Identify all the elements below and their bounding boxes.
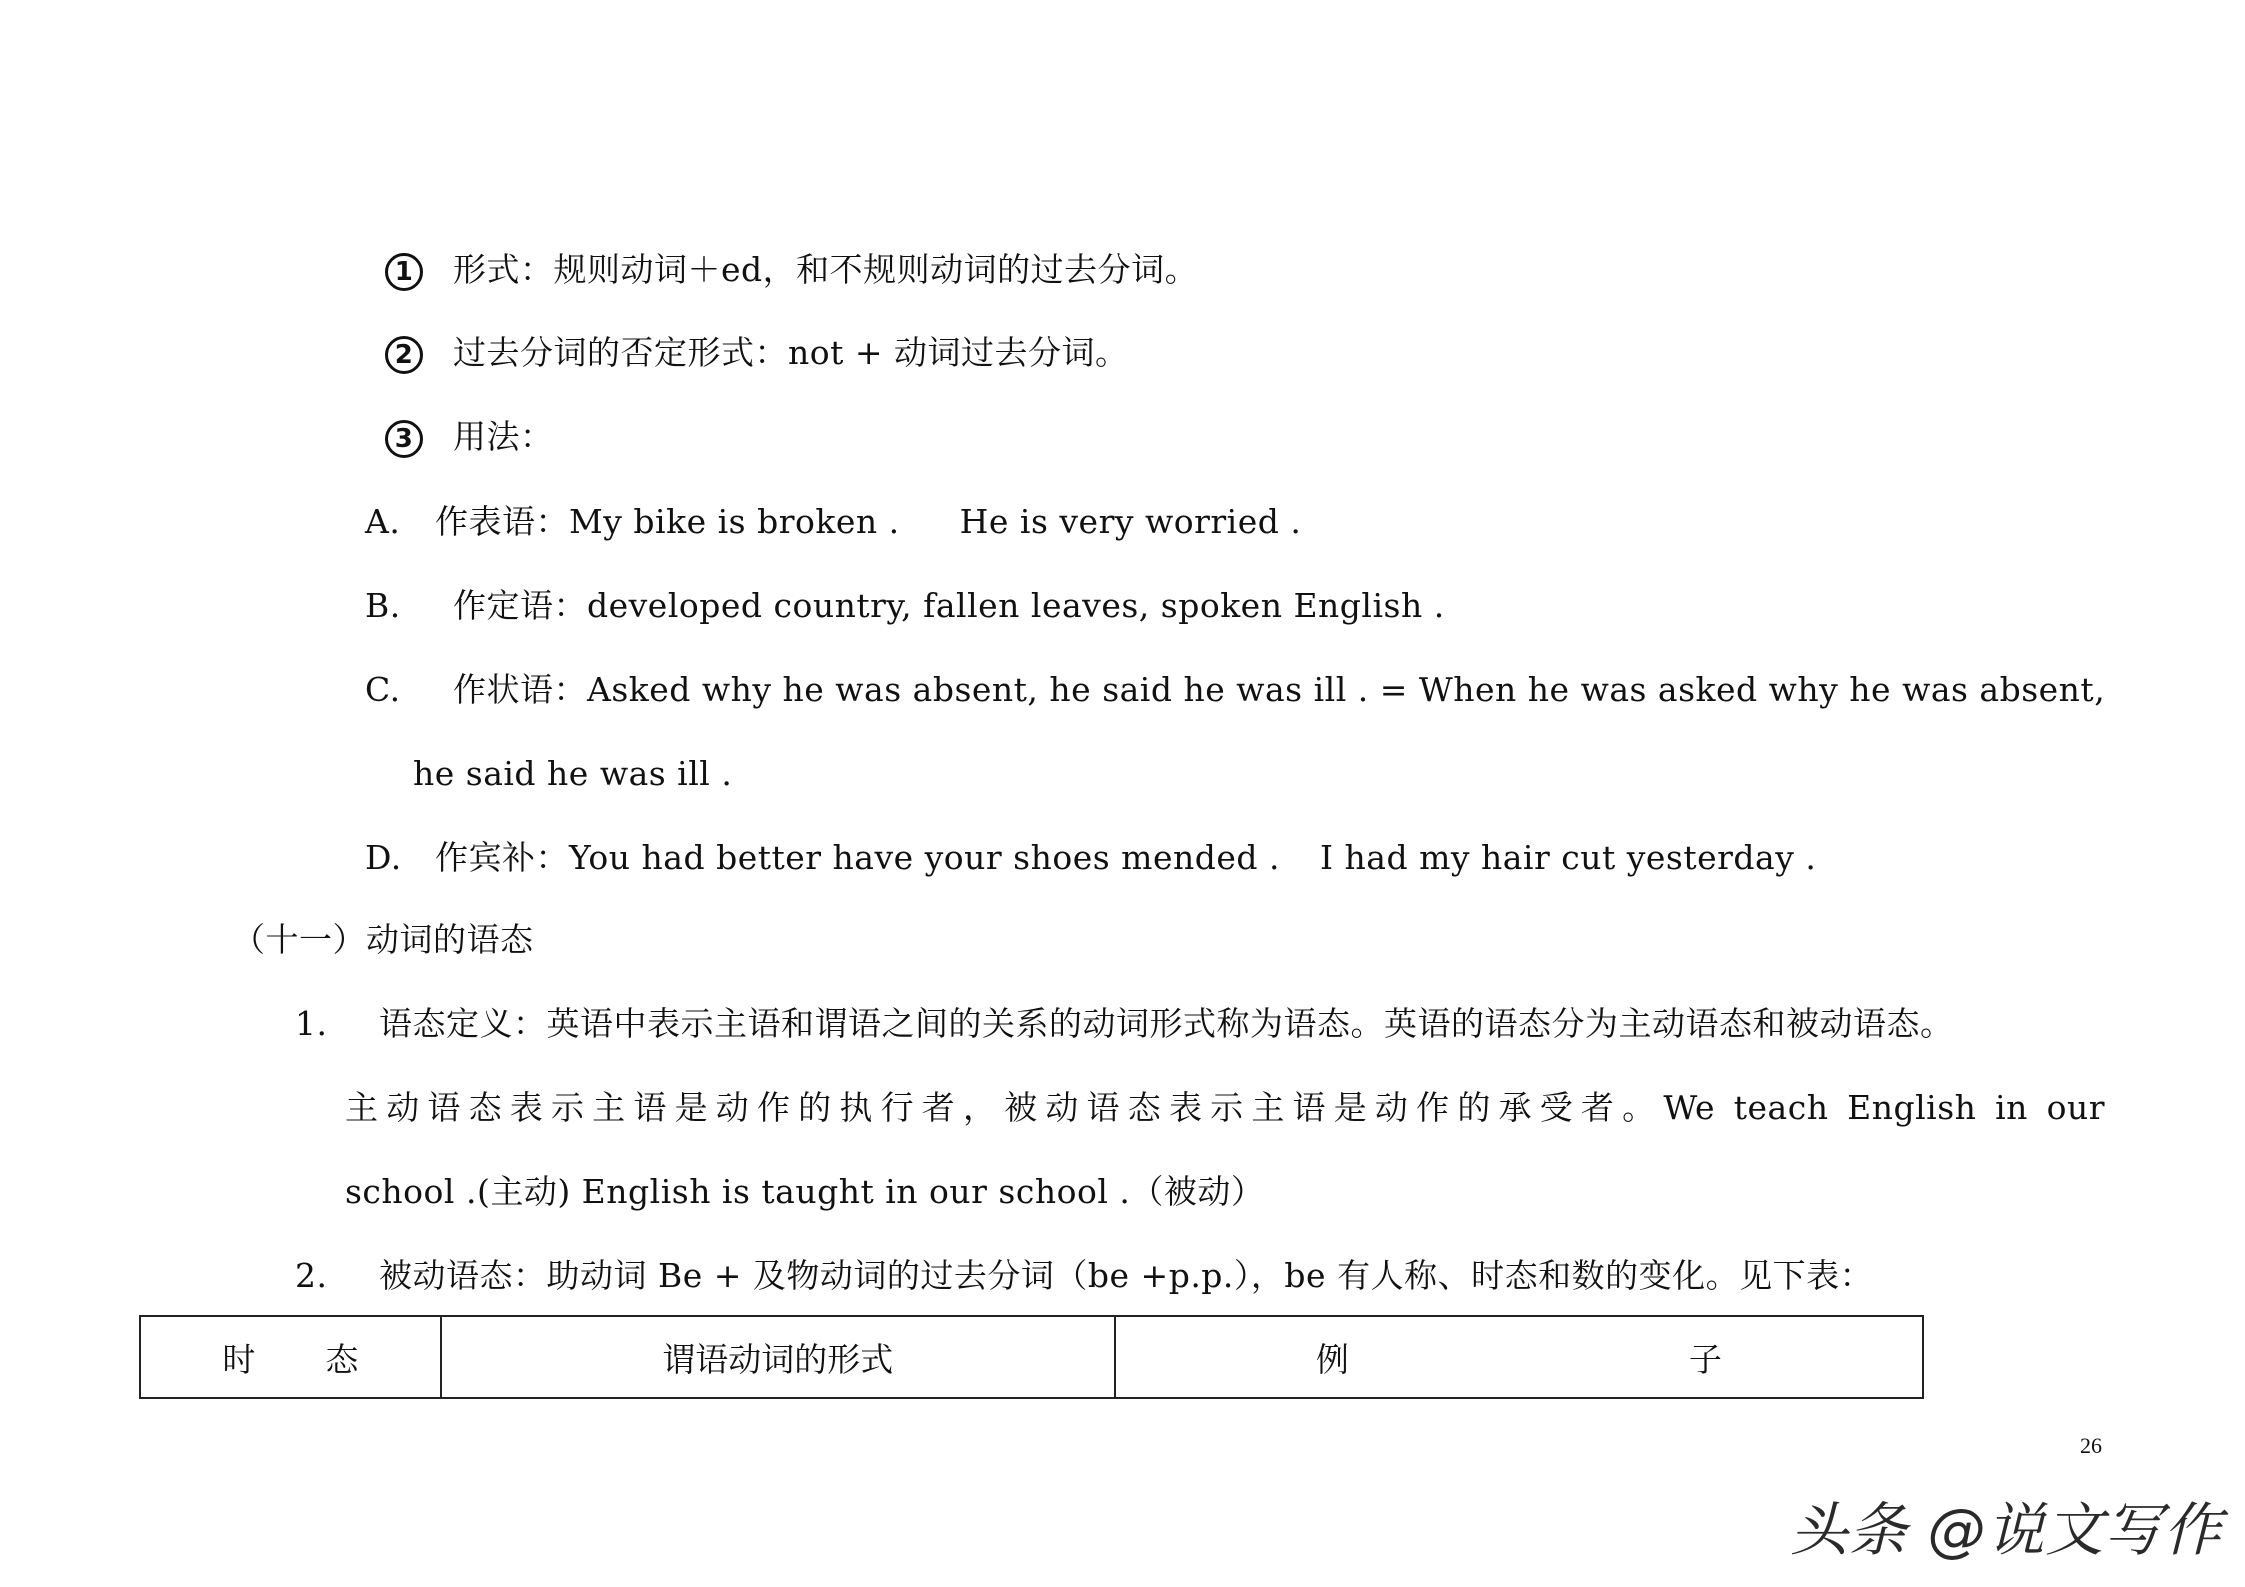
point-2-line1: 被动语态：助动词 Be + 及物动词的过去分词（be +p.p.），be 有人称、时态和数的变化。见下表：	[379, 1256, 1874, 1295]
table-header-row	[140, 1316, 1923, 1398]
point-1	[295, 1004, 1954, 1044]
usage-b	[365, 586, 1445, 626]
usage-a	[365, 502, 1301, 542]
point-1-line2: 主动语态表示主语是动作的执行者，被动语态表示主语是动作的承受者。We teach English in our	[345, 1088, 2105, 1127]
watermark: 头条 @说文写作	[1790, 1496, 2223, 1564]
item-negative-text: 过去分词的否定形式：not + 动词过去分词。	[453, 333, 1129, 372]
circled-number-1: 1	[385, 253, 423, 291]
header-example	[1115, 1316, 1923, 1398]
header-example-a: 例	[1315, 1339, 1349, 1379]
header-tense	[140, 1316, 441, 1398]
header-form: 谓语动词的形式	[441, 1316, 1115, 1398]
usage-d-label: D.	[365, 838, 402, 877]
usage-c-continuation: he said he was ill .	[413, 754, 733, 793]
usage-c-label: C.	[365, 670, 401, 709]
voice-table	[139, 1315, 1924, 1399]
usage-a-label: A.	[365, 502, 401, 541]
circled-number-3: 3	[385, 420, 423, 458]
section-title: （十一）动词的语态	[232, 920, 534, 959]
usage-d-extra: I had my hair cut yesterday .	[1320, 838, 1817, 877]
usage-d-text: 作宾补：You had better have your shoes mended .	[435, 838, 1281, 877]
point-1-number: 1.	[295, 1004, 328, 1043]
page-number: 26	[2080, 1433, 2102, 1458]
header-tense-b: 态	[325, 1339, 359, 1379]
usage-c-text: 作状语：Asked why he was absent, he said he was ill . = When he was asked why he was absent,	[453, 670, 2106, 709]
header-example-b: 子	[1688, 1339, 1722, 1379]
item-usage-text: 用法：	[453, 417, 554, 456]
usage-b-text: 作定语：developed country, fallen leaves, spoken English .	[453, 586, 1445, 625]
point-1-line3: school .(主动) English is taught in our school .（被动）	[345, 1172, 1265, 1211]
header-tense-a: 时	[222, 1339, 256, 1379]
point-2	[295, 1256, 1873, 1296]
item-usage	[385, 417, 554, 458]
item-form-text: 形式：规则动词＋ed，和不规则动词的过去分词。	[453, 250, 1199, 289]
usage-a-extra: He is very worried .	[959, 502, 1302, 541]
item-negative	[385, 333, 1129, 374]
circled-number-2: 2	[385, 336, 423, 374]
usage-a-text: 作表语：My bike is broken .	[435, 502, 900, 541]
usage-c	[365, 670, 2105, 710]
usage-b-label: B.	[365, 586, 401, 625]
usage-d	[365, 838, 1816, 878]
point-2-number: 2.	[295, 1256, 328, 1295]
point-1-line1: 语态定义：英语中表示主语和谓语之间的关系的动词形式称为语态。英语的语态分为主动语态和被动语态。	[379, 1004, 1954, 1043]
item-form	[385, 250, 1198, 291]
